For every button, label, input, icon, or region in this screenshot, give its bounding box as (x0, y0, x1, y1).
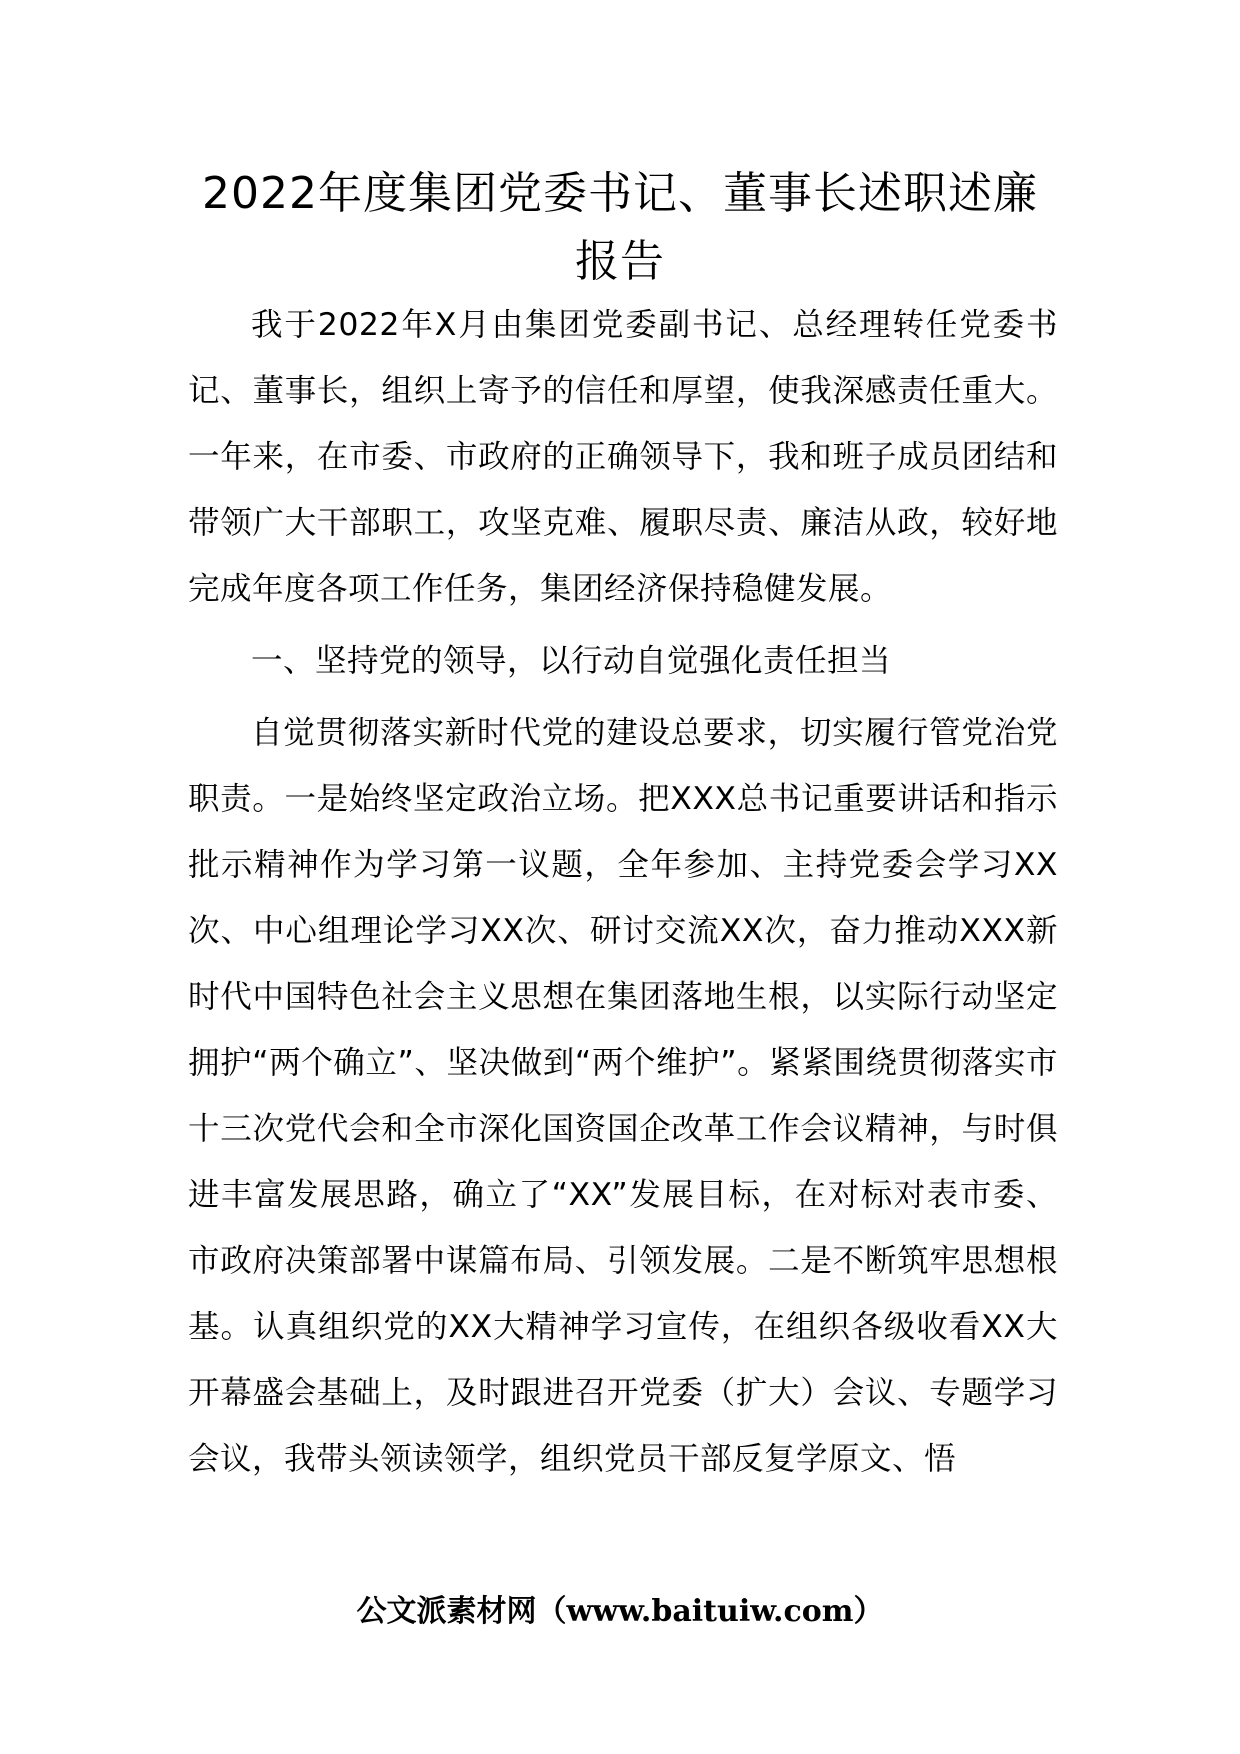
section-heading: 一、坚持党的领导，以行动自觉强化责任担当 (251, 643, 892, 679)
section-paragraph: 自觉贯彻落实新时代党的建设总要求，切实履行管党治党职责。一是始终坚定政治立场。把XXX总书记重要讲话和指示批示精神作为学习第一议题，全年参加、主持党委会学习XX次、中心组理论学习XX次、研讨交流XX次，奋力推动XXX新时代中国特色社会主义思想在集团落地生根，以实际行动坚定拥护“两个确立”、坚决做到“两个维护”。紧紧围绕贯彻落实市十三次党代会和全市深化国资国企改革工作会议精神，与时俱进丰富发展思路，确立了“XX”发展目标，在对标对表市委、市政府决策部署中谋篇布局、引领发展。二是不断筑牢思想根基。认真组织党的XX大精神学习宣传，在组织各级收看XX大开幕盛会基础上，及时跟进召开党委（扩大）会议、专题学习会议，我带头领读领学，组织党员干部反复学原文、悟 (188, 715, 1058, 1477)
document-body (188, 292, 1058, 1498)
intro-paragraph: 我于2022年X月由集团党委副书记、总经理转任党委书记、董事长，组织上寄予的信任和厚望，使我深感责任重大。一年来，在市委、市政府的正确领导下，我和班子成员团结和带领广大干部职工，攻坚克难、履职尽责、廉洁从政，较好地完成年度各项工作任务，集团经济保持稳健发展。 (188, 307, 1058, 607)
document-title: 2022年度集团党委书记、董事长述职述廉报告 (202, 168, 1038, 287)
footer-watermark: 公文派素材网（www.baituiw.com） (356, 1594, 884, 1629)
